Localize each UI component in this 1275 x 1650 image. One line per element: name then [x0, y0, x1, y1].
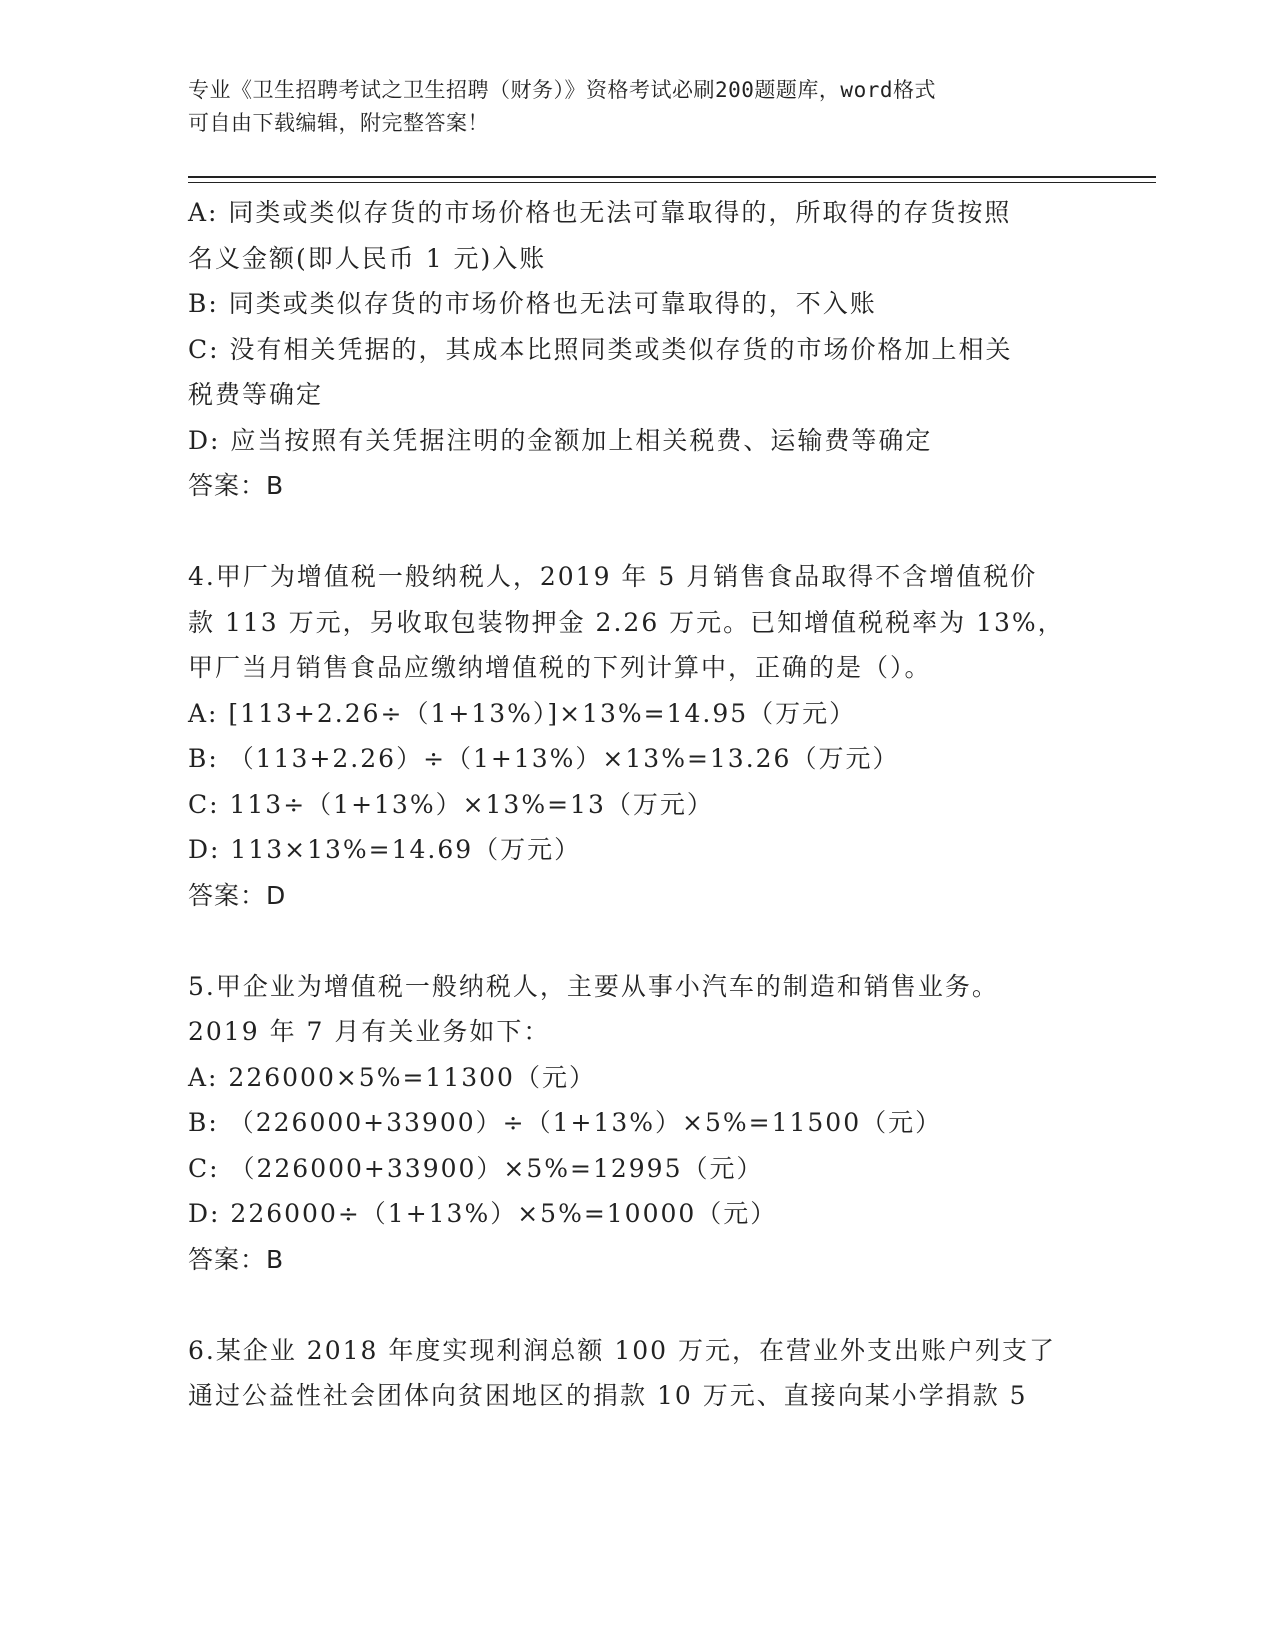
q3-option-c-line-2: 税费等确定: [188, 380, 324, 409]
spacer: [188, 509, 1088, 555]
q4-option-d: D: 113×13%=14.69（万元）: [188, 835, 582, 864]
header-divider-thin: [188, 182, 1156, 183]
q3-option-a-line-2: 名义金额(即人民币 1 元)入账: [188, 243, 547, 273]
q3-option-d: D: 应当按照有关凭据注明的金额加上相关税费、运输费等确定: [188, 425, 933, 455]
q4-option-c: C: 113÷（1+13%）×13%=13（万元）: [188, 789, 714, 819]
q4-option-a: A: [113+2.26÷（1+13%）]×13%=14.95（万元）: [188, 698, 857, 728]
q3-option-a-line-1: A: 同类或类似存货的市场价格也无法可靠取得的，所取得的存货按照: [188, 198, 1012, 227]
q3-option-b: B: 同类或类似存货的市场价格也无法可靠取得的，不入账: [188, 289, 877, 318]
question-3-block: [188, 190, 1088, 509]
question-5-block: [188, 964, 1088, 1283]
q3-option-c-line-1: C: 没有相关凭据的，其成本比照同类或类似存货的市场价格加上相关: [188, 334, 1013, 364]
header-line-1: 专业《卫生招聘考试之卫生招聘（财务）》资格考试必刷200题题库，word格式: [188, 78, 936, 102]
document-body: [188, 190, 1088, 1419]
q4-stem-line-3: 甲厂当月销售食品应缴纳增值税的下列计算中，正确的是（）。: [188, 653, 932, 682]
q5-stem-line-2: 2019 年 7 月有关业务如下：: [188, 1017, 551, 1046]
q5-option-a: A: 226000×5%=11300（元）: [188, 1062, 596, 1092]
question-4-block: [188, 554, 1088, 918]
spacer: [188, 918, 1088, 964]
q6-stem-line-1: 6.某企业 2018 年度实现利润总额 100 万元，在营业外支出账户列支了: [188, 1335, 1056, 1365]
q4-option-b: B: （113+2.26）÷（1+13%）×13%=13.26（万元）: [188, 744, 900, 773]
q6-stem-line-2: 通过公益性社会团体向贫困地区的捐款 10 万元、直接向某小学捐款 5: [188, 1381, 1028, 1410]
q3-answer: 答案：B: [188, 471, 285, 500]
document-header: [188, 74, 1068, 140]
spacer: [188, 1282, 1088, 1328]
q4-stem-line-1: 4.甲厂为增值税一般纳税人，2019 年 5 月销售食品取得不含增值税价: [188, 562, 1038, 591]
q5-option-d: D: 226000÷（1+13%）×5%=10000（元）: [188, 1199, 778, 1228]
q5-option-b: B: （226000+33900）÷（1+13%）×5%=11500（元）: [188, 1108, 943, 1137]
q4-answer: 答案：D: [188, 880, 287, 910]
header-divider-thick: [188, 176, 1156, 178]
q5-option-c: C: （226000+33900）×5%=12995（元）: [188, 1153, 764, 1183]
q4-stem-line-2: 款 113 万元，另收取包装物押金 2.26 万元。已知增值税税率为 13%，: [188, 607, 1065, 637]
q5-stem-line-1: 5.甲企业为增值税一般纳税人，主要从事小汽车的制造和销售业务。: [188, 971, 999, 1001]
header-line-2: 可自由下载编辑，附完整答案！: [188, 111, 489, 135]
q5-answer: 答案：B: [188, 1244, 285, 1274]
question-6-block: [188, 1328, 1088, 1419]
